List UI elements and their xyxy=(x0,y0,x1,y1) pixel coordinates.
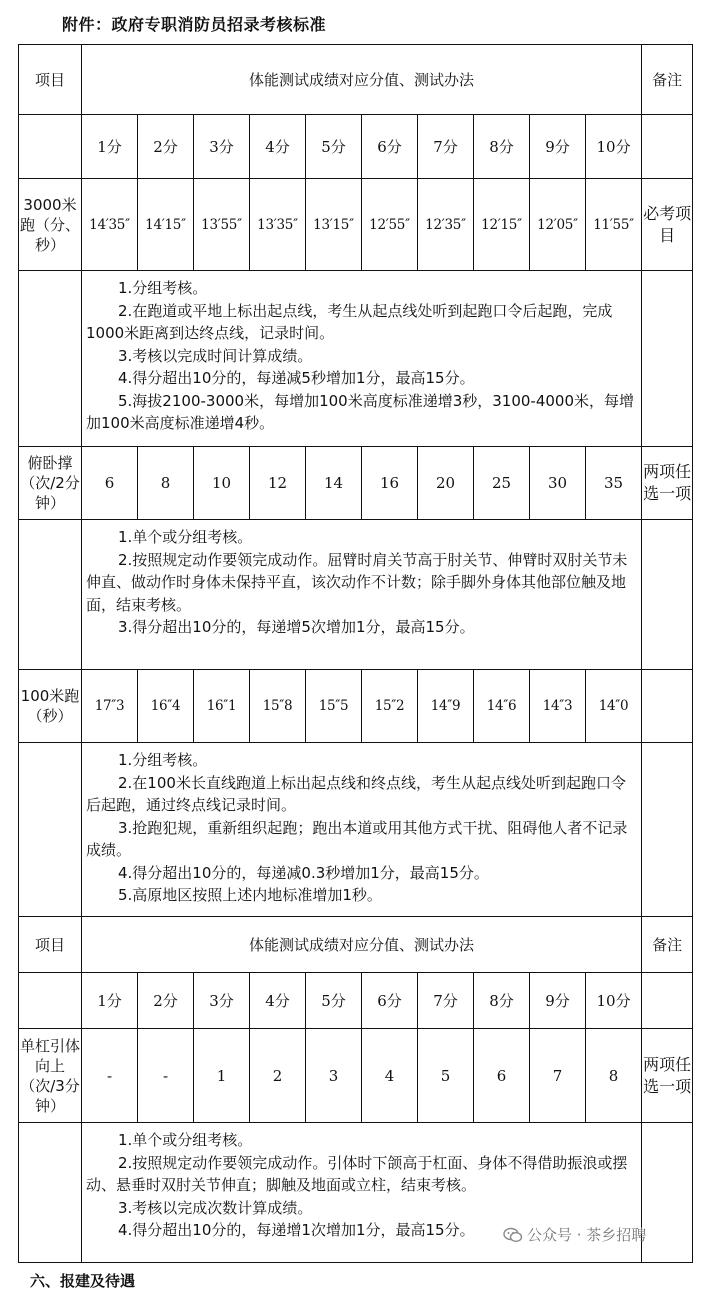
pullup-value: 2 xyxy=(250,1029,306,1123)
pullup-value: 6 xyxy=(474,1029,530,1123)
run100-remark xyxy=(642,670,693,743)
run100-value: 14″6 xyxy=(474,670,530,743)
run3000-value: 13′35″ xyxy=(250,179,306,271)
run100-value: 17″3 xyxy=(82,670,138,743)
document-title: 附件：政府专职消防员招录考核标准 xyxy=(62,15,327,34)
pullup-value: 4 xyxy=(362,1029,418,1123)
pushup-value: 12 xyxy=(250,447,306,520)
standards-table xyxy=(18,44,693,1263)
run3000-value: 12′05″ xyxy=(530,179,586,271)
score-cell: 4分 xyxy=(250,115,306,179)
pullup-row xyxy=(19,1029,693,1123)
pushup-value: 30 xyxy=(530,447,586,520)
desc-line: 2.在100米长直线跑道上标出起点线和终点线，考生从起点线处听到起跑口令后起跑，通过终点线记录时间。 xyxy=(86,773,626,814)
desc-line: 4.得分超出10分的，每递减0.3秒增加1分，最高15分。 xyxy=(118,863,489,882)
pushup-value: 35 xyxy=(586,447,642,520)
empty-cell xyxy=(642,271,693,447)
score-cell: 7分 xyxy=(418,115,474,179)
desc-line: 2.按照规定动作要领完成动作。屈臂时肩关节高于肘关节、伸臂时双肘关节未伸直、做动作时身体未保持平直，该次动作不计数；除手脚外身体其他部位触及地面，结束考核。 xyxy=(86,550,628,614)
pushup-description xyxy=(82,520,642,670)
run100-value: 14″9 xyxy=(418,670,474,743)
run100-row xyxy=(19,670,693,743)
run100-value: 15″8 xyxy=(250,670,306,743)
run100-value: 15″2 xyxy=(362,670,418,743)
pushup-value: 10 xyxy=(194,447,250,520)
pullup-value: 5 xyxy=(418,1029,474,1123)
header-item: 项目 xyxy=(19,45,82,115)
score-cell: 5分 xyxy=(306,973,362,1029)
run3000-value: 12′35″ xyxy=(418,179,474,271)
run3000-description xyxy=(82,271,642,447)
header-method: 体能测试成绩对应分值、测试办法 xyxy=(82,45,642,115)
empty-cell xyxy=(19,973,82,1029)
desc-line: 3.考核以完成次数计算成绩。 xyxy=(118,1198,313,1217)
run100-description xyxy=(82,743,642,917)
run3000-value: 13′55″ xyxy=(194,179,250,271)
run3000-value: 14′35″ xyxy=(82,179,138,271)
pushup-label: 俯卧撑（次/2分钟） xyxy=(19,447,82,520)
score-cell: 10分 xyxy=(586,115,642,179)
run3000-value: 14′15″ xyxy=(138,179,194,271)
wechat-icon xyxy=(503,1227,523,1243)
empty-cell xyxy=(19,743,82,917)
desc-line: 3.抢跑犯规，重新组织起跑；跑出本道或用其他方式干扰、阻碍他人者不记录成绩。 xyxy=(86,818,628,859)
desc-line: 1.单个或分组考核。 xyxy=(118,528,253,546)
pushup-desc-row xyxy=(19,520,693,670)
desc-line: 2.在跑道或平地上标出起点线，考生从起点线处听到起跑口令后起跑，完成1000米距离到达终点线，记录时间。 xyxy=(86,301,613,342)
desc-line: 1.分组考核。 xyxy=(118,279,208,297)
score-row xyxy=(19,115,693,179)
score-cell: 8分 xyxy=(474,973,530,1029)
watermark-text: 公众号 · 茶乡招聘 xyxy=(527,1226,647,1244)
pushup-value: 16 xyxy=(362,447,418,520)
empty-cell xyxy=(19,520,82,670)
header-remark: 备注 xyxy=(642,45,693,115)
desc-line: 2.按照规定动作要领完成动作。引体时下颌高于杠面、身体不得借助振浪或摆动、悬垂时双肘关节伸直；脚触及地面或立柱，结束考核。 xyxy=(86,1153,628,1194)
score-cell: 1分 xyxy=(82,973,138,1029)
empty-cell xyxy=(19,271,82,447)
empty-cell xyxy=(19,115,82,179)
pullup-label: 单杠引体向上（次/3分钟） xyxy=(19,1029,82,1123)
pushup-value: 6 xyxy=(82,447,138,520)
desc-line: 5.海拔2100-3000米，每增加100米高度标准递增3秒，3100-4000米，每增加100米高度标准递增4秒。 xyxy=(86,391,635,432)
pullup-value: 1 xyxy=(194,1029,250,1123)
header-remark: 备注 xyxy=(642,917,693,973)
pullup-value: 8 xyxy=(586,1029,642,1123)
pushup-row xyxy=(19,447,693,520)
run100-desc-row xyxy=(19,743,693,917)
empty-cell xyxy=(642,743,693,917)
pushup-value: 14 xyxy=(306,447,362,520)
pullup-remark: 两项任选一项 xyxy=(642,1029,693,1123)
run100-value: 14″0 xyxy=(586,670,642,743)
score-cell: 3分 xyxy=(194,973,250,1029)
score-cell: 6分 xyxy=(362,973,418,1029)
pullup-value: - xyxy=(138,1029,194,1123)
run3000-value: 13′15″ xyxy=(306,179,362,271)
run100-value: 15″5 xyxy=(306,670,362,743)
run3000-value: 12′55″ xyxy=(362,179,418,271)
score-cell: 3分 xyxy=(194,115,250,179)
empty-cell xyxy=(19,1123,82,1263)
desc-line: 4.得分超出10分的，每递减5秒增加1分，最高15分。 xyxy=(118,369,475,387)
score-row xyxy=(19,973,693,1029)
run3000-row xyxy=(19,179,693,271)
desc-line: 3.得分超出10分的，每递增5次增加1分，最高15分。 xyxy=(118,618,475,636)
score-cell: 9分 xyxy=(530,973,586,1029)
run3000-value: 12′15″ xyxy=(474,179,530,271)
score-cell: 2分 xyxy=(138,115,194,179)
run100-label: 100米跑（秒） xyxy=(19,670,82,743)
pushup-remark: 两项任选一项 xyxy=(642,447,693,520)
header-row xyxy=(19,45,693,115)
pushup-value: 25 xyxy=(474,447,530,520)
desc-line: 1.分组考核。 xyxy=(118,751,208,769)
score-cell: 1分 xyxy=(82,115,138,179)
desc-line: 3.考核以完成时间计算成绩。 xyxy=(118,346,313,365)
run100-value: 16″1 xyxy=(194,670,250,743)
run100-value: 16″4 xyxy=(138,670,194,743)
pullup-value: 7 xyxy=(530,1029,586,1123)
empty-cell xyxy=(642,115,693,179)
run100-value: 14″3 xyxy=(530,670,586,743)
desc-line: 5.高原地区按照上述内地标准增加1秒。 xyxy=(118,886,382,904)
score-cell: 10分 xyxy=(586,973,642,1029)
next-section-heading: 六、报建及待遇 xyxy=(30,1272,136,1290)
score-cell: 9分 xyxy=(530,115,586,179)
score-cell: 7分 xyxy=(418,973,474,1029)
score-cell: 6分 xyxy=(362,115,418,179)
header-method: 体能测试成绩对应分值、测试办法 xyxy=(82,917,642,973)
run3000-label: 3000米跑（分、秒） xyxy=(19,179,82,271)
score-cell: 4分 xyxy=(250,973,306,1029)
empty-cell xyxy=(642,520,693,670)
empty-cell xyxy=(642,973,693,1029)
header-row xyxy=(19,917,693,973)
pushup-value: 8 xyxy=(138,447,194,520)
desc-line: 1.单个或分组考核。 xyxy=(118,1131,253,1149)
run3000-desc-row xyxy=(19,271,693,447)
header-item: 项目 xyxy=(19,917,82,973)
empty-cell xyxy=(642,1123,693,1263)
score-cell: 8分 xyxy=(474,115,530,179)
score-cell: 5分 xyxy=(306,115,362,179)
run3000-value: 11′55″ xyxy=(586,179,642,271)
pushup-value: 20 xyxy=(418,447,474,520)
run3000-remark: 必考项目 xyxy=(642,179,693,271)
score-cell: 2分 xyxy=(138,973,194,1029)
pullup-value: - xyxy=(82,1029,138,1123)
desc-line: 4.得分超出10分的，每递增1次增加1分，最高15分。 xyxy=(118,1221,475,1239)
pullup-value: 3 xyxy=(306,1029,362,1123)
watermark xyxy=(503,1224,646,1245)
